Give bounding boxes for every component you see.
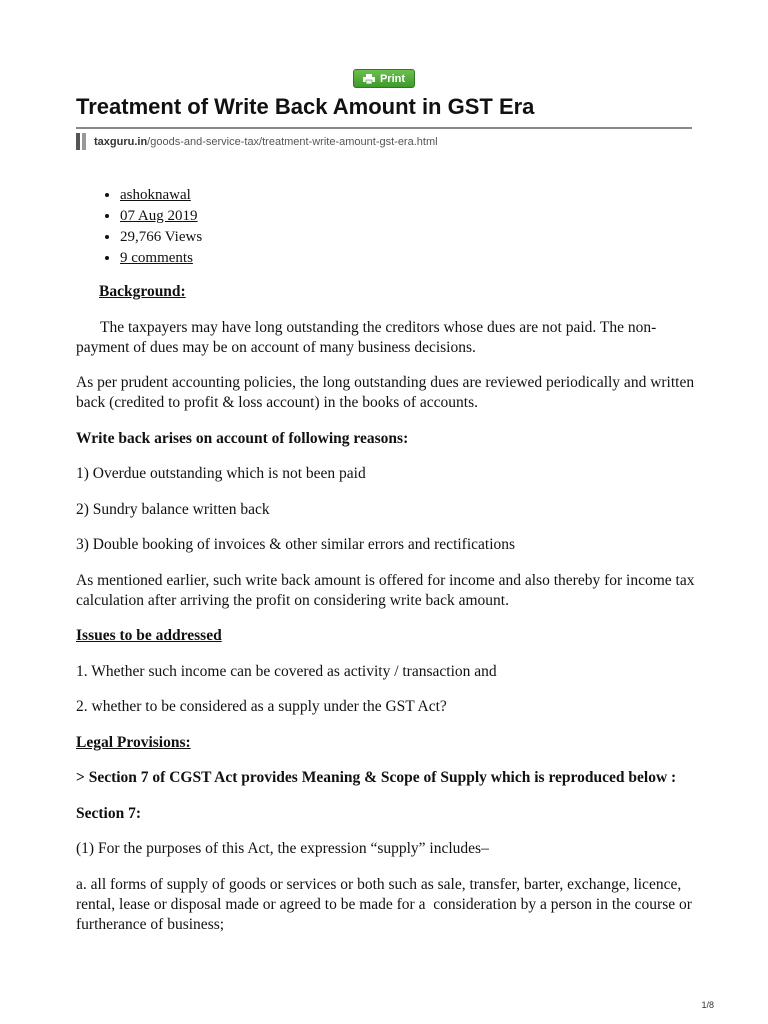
meta-author (120, 185, 202, 206)
meta-comments (120, 248, 202, 269)
source-bar (76, 133, 80, 150)
comments-link[interactable]: 9 comments (120, 250, 193, 266)
author-link[interactable]: ashoknawal (120, 187, 191, 203)
paragraph: The taxpayers may have long outstanding the creditors whose dues are not paid. The non-payment of dues may be on account of many business decisions. (76, 318, 657, 356)
article-meta (76, 185, 202, 269)
page-title: Treatment of Write Back Amount in GST Era (76, 94, 535, 119)
section7-clause-1: (1) For the purposes of this Act, the expression “supply” includes– (76, 840, 489, 857)
source-bar-light (82, 133, 86, 150)
issue-item: 2. whether to be considered as a supply under the GST Act? (76, 698, 447, 715)
source-link[interactable] (94, 136, 438, 148)
paragraph: As per prudent accounting policies, the long outstanding dues are reviewed periodically and written back (credited to profit & loss account) in the books of accounts. (76, 374, 695, 411)
reason-item: 1) Overdue outstanding which is not been paid (76, 465, 366, 482)
source-host: taxguru.in (94, 135, 148, 148)
print-button[interactable] (353, 69, 415, 88)
background-heading: Background: (99, 283, 186, 300)
reason-item: 3) Double booking of invoices & other similar errors and rectifications (76, 536, 516, 553)
issues-heading: Issues to be addressed (76, 627, 222, 644)
paragraph: As mentioned earlier, such write back amount is offered for income and also thereby for income tax calculation after arriving the profit on considering write back amount. (76, 571, 695, 609)
article-body (76, 282, 696, 950)
section7-heading: Section 7: (76, 804, 142, 822)
print-label: Print (379, 72, 406, 85)
date-link[interactable]: 07 Aug 2019 (120, 208, 198, 224)
legal-heading: Legal Provisions: (76, 733, 191, 751)
source-url (76, 133, 438, 150)
section7-intro: > Section 7 of CGST Act provides Meaning & Scope of Supply which is reproduced below : (76, 769, 677, 786)
meta-views: • 29,766 Views (120, 227, 202, 248)
page-number: 1/8 (701, 1000, 714, 1010)
title-divider (76, 127, 692, 129)
reason-item: 2) Sundry balance written back (76, 500, 270, 518)
issue-item: 1. Whether such income can be covered as activity / transaction and (76, 662, 497, 680)
printer-icon (363, 74, 375, 84)
source-path: /goods-and-service-tax/treatment-write-amount-gst-era.html (147, 135, 438, 148)
meta-date (120, 206, 202, 227)
reasons-heading: Write back arises on account of following reasons: (76, 429, 409, 447)
section7-clause-a: a. all forms of supply of goods or services or both such as sale, transfer, barter, exchange, licence, rental, lease or disposal made or agreed to be made for a consideration by a person in the course or furtherance of business; (76, 875, 692, 933)
